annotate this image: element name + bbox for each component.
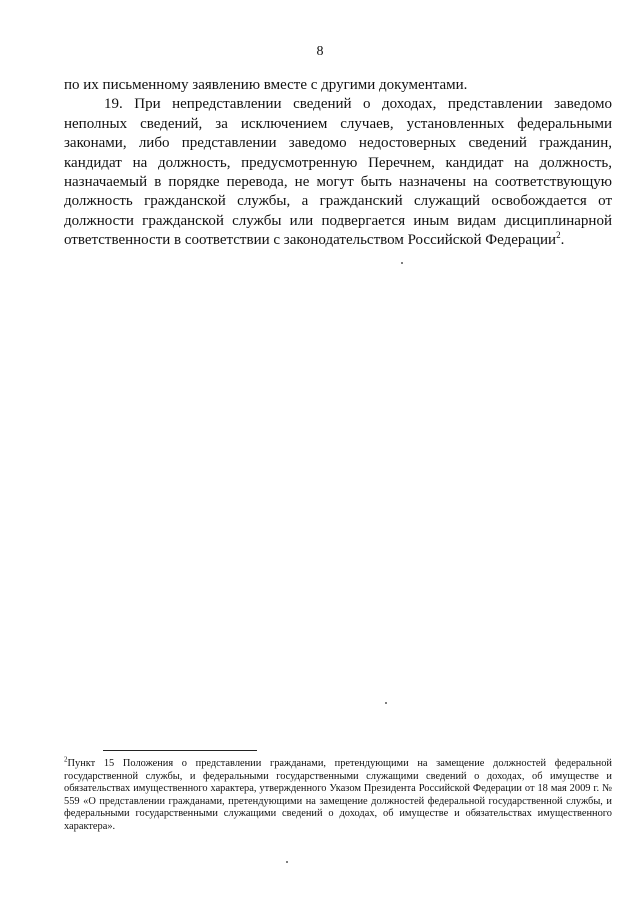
footnote-reference[interactable]: 2: [556, 230, 561, 241]
footnote-marker: 2: [64, 755, 68, 764]
footnote: [64, 755, 612, 834]
paragraph-19: [64, 95, 612, 250]
footnote-separator: [103, 750, 257, 751]
footnote-text: Пункт 15 Положения о представлении гражданами, претендующими на замещение должностей федеральной государственной службы, и федеральными государственными служащими сведений о доходах, об имуществе и обязательствах имущественного характера, утвержденного Указом Президента Российской Федерации от 18 мая 2009 г. № 559 «О представлении гражданами, претендующими на замещение должностей федеральной государственной службы, и федеральными государственными служащими сведений о доходах, об имуществе и обязательствах имущественного характера».: [64, 758, 612, 832]
page-number: 8: [316, 44, 324, 59]
scan-speck: [385, 702, 387, 704]
paragraph-19-text: 19. При непредставлении сведений о доходах, представлении заведомо неполных сведений, за исключением случаев, установленных федеральными законами, либо представлении заведомо недостоверных сведений гражданин, кандидат на должность, предусмотренную Перечнем, кандидат на должность, назначаемый в порядке перевода, не могут быть назначены на соответствующую должность гражданской службы, а гражданский служащий освобождается от должности гражданской службы или подвергается иным видам дисциплинарной ответственности в соответствии с законодательством Российской Федерации: [64, 96, 612, 249]
scan-speck: [401, 262, 403, 264]
scan-speck: [286, 861, 288, 863]
paragraph-19-period: .: [560, 232, 565, 249]
continuation-line: по их письменному заявлению вместе с другими документами.: [64, 77, 468, 93]
body-text: [64, 76, 612, 251]
